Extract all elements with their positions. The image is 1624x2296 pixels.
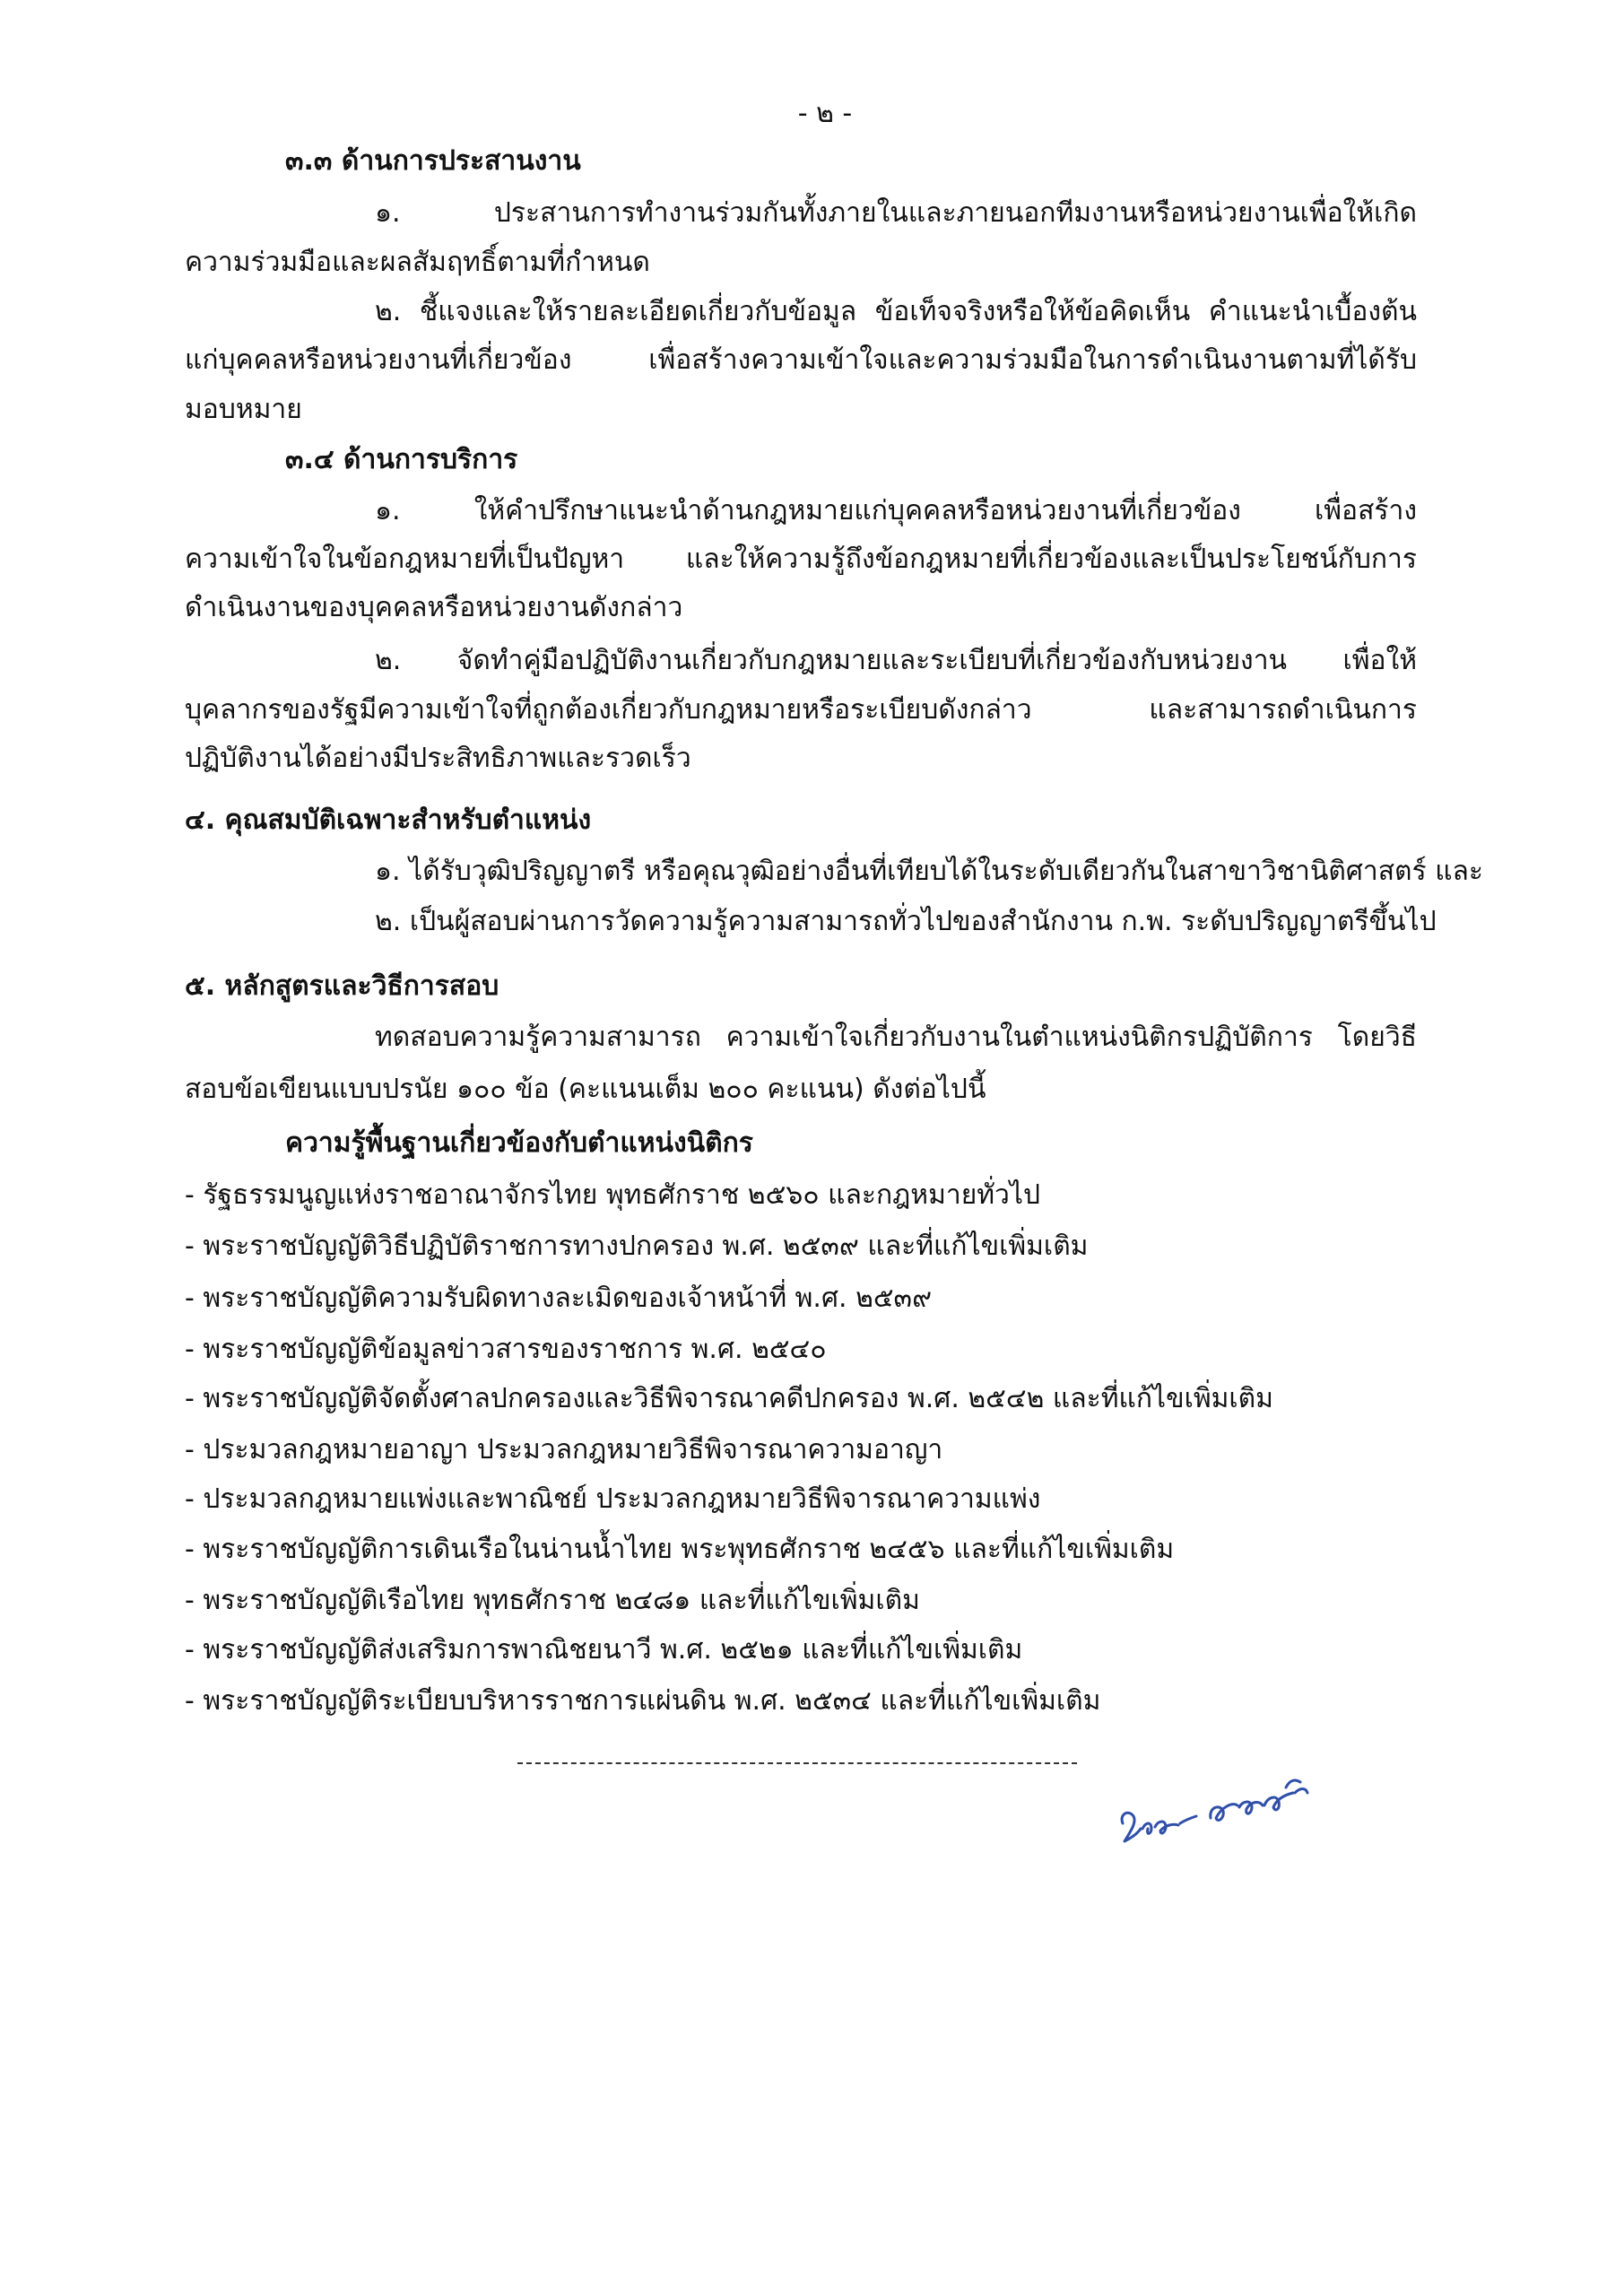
law-list-item: - พระราชบัญญัติระเบียบบริหารราชการแผ่นดิน พ.ศ. ๒๕๓๔ และที่แก้ไขเพิ่มเติม	[185, 1685, 1101, 1717]
section-4-item-2: ๒. เป็นผู้สอบผ่านการวัดความรู้ความสามารถทั่วไปของสำนักงาน ก.พ. ระดับปริญญาตรีขึ้นไป	[375, 906, 1437, 937]
law-list-item: - พระราชบัญญัติเรือไทย พุทธศักราช ๒๔๘๑ และที่แก้ไขเพิ่มเติม	[185, 1585, 920, 1616]
section-3-4-item-1-line-1: ๑. ให้คำปรึกษาแนะนำด้านกฎหมายแก่บุคคลหรือหน่วยงานที่เกี่ยวข้อง เพื่อสร้าง	[375, 495, 1417, 526]
signature	[1110, 1735, 1325, 1870]
law-list-item: - พระราชบัญญัติความรับผิดทางละเมิดของเจ้าหน้าที่ พ.ศ. ๒๕๓๙	[185, 1283, 933, 1314]
law-list-item: - รัฐธรรมนูญแห่งราชอาณาจักรไทย พุทธศักราช ๒๕๖๐ และกฎหมายทั่วไป	[185, 1179, 1041, 1211]
section-3-4-heading: ๓.๔ ด้านการบริการ	[285, 444, 518, 475]
section-5-intro-line-2: สอบข้อเขียนแบบปรนัย ๑๐๐ ข้อ (คะแนนเต็ม ๒๐๐ คะแนน) ดังต่อไปนี้	[185, 1074, 986, 1105]
section-4-item-1: ๑. ได้รับวุฒิปริญญาตรี หรือคุณวุฒิอย่างอื่นที่เทียบได้ในระดับเดียวกันในสาขาวิชานิติศาสตร์ และ	[375, 856, 1484, 887]
section-3-3-item-1-line-1: ๑. ประสานการทำงานร่วมกันทั้งภายในและภายนอกทีมงานหรือหน่วยงานเพื่อให้เกิด	[375, 197, 1417, 229]
section-4-heading: ๔. คุณสมบัติเฉพาะสำหรับตำแหน่ง	[185, 804, 592, 836]
law-list-item: - พระราชบัญญัติวิธีปฏิบัติราชการทางปกครอง พ.ศ. ๒๕๓๙ และที่แก้ไขเพิ่มเติม	[185, 1231, 1089, 1262]
section-3-3-item-1-line-2: ความร่วมมือและผลสัมฤทธิ์ตามที่กำหนด	[185, 247, 650, 278]
section-3-4-item-1-line-2: ความเข้าใจในข้อกฎหมายที่เป็นปัญหา และให้ความรู้ถึงข้อกฎหมายที่เกี่ยวข้องและเป็นประโยชน์กับการ	[185, 544, 1417, 575]
section-5-subheading: ความรู้พื้นฐานเกี่ยวข้องกับตำแหน่งนิติกร	[285, 1127, 753, 1159]
section-3-3-item-2-line-3: มอบหมาย	[185, 394, 302, 425]
end-divider	[517, 1762, 1077, 1764]
section-3-4-item-2-line-3: ปฏิบัติงานได้อย่างมีประสิทธิภาพและรวดเร็ว	[185, 743, 691, 774]
law-list-item: - ประมวลกฎหมายแพ่งและพาณิชย์ ประมวลกฎหมายวิธีพิจารณาความแพ่ง	[185, 1483, 1041, 1515]
page-number: - ๒ -	[797, 98, 853, 129]
section-3-3-heading: ๓.๓ ด้านการประสานงาน	[285, 145, 581, 177]
section-3-3-item-2-line-1: ๒. ชี้แจงและให้รายละเอียดเกี่ยวกับข้อมูล ข้อเท็จจริงหรือให้ข้อคิดเห็น คำแนะนำเบื้องต้น	[375, 296, 1417, 327]
law-list-item: - พระราชบัญญัติการเดินเรือในน่านน้ำไทย พระพุทธศักราช ๒๔๕๖ และที่แก้ไขเพิ่มเติม	[185, 1534, 1175, 1565]
law-list-item: - พระราชบัญญัติส่งเสริมการพาณิชยนาวี พ.ศ. ๒๕๒๑ และที่แก้ไขเพิ่มเติม	[185, 1634, 1023, 1665]
section-3-3-item-2-line-2: แก่บุคคลหรือหน่วยงานที่เกี่ยวข้อง เพื่อสร้างความเข้าใจและความร่วมมือในการดำเนินงานตามที่ได้รับ	[185, 344, 1417, 376]
section-3-4-item-1-line-3: ดำเนินงานของบุคคลหรือหน่วยงานดังกล่าว	[185, 592, 683, 623]
law-list-item: - พระราชบัญญัติจัดตั้งศาลปกครองและวิธีพิจารณาคดีปกครอง พ.ศ. ๒๕๔๒ และที่แก้ไขเพิ่มเติม	[185, 1383, 1273, 1414]
section-3-4-item-2-line-1: ๒. จัดทำคู่มือปฏิบัติงานเกี่ยวกับกฎหมายและระเบียบที่เกี่ยวข้องกับหน่วยงาน เพื่อให้	[375, 645, 1417, 676]
section-5-heading: ๕. หลักสูตรและวิธีการสอบ	[185, 970, 499, 1002]
section-3-4-item-2-line-2: บุคลากรของรัฐมีความเข้าใจที่ถูกต้องเกี่ยวกับกฎหมายหรือระเบียบดังกล่าว และสามารถดำเนินการ	[185, 694, 1417, 726]
law-list-item: - พระราชบัญญัติข้อมูลข่าวสารของราชการ พ.ศ. ๒๕๔๐	[185, 1334, 827, 1365]
section-5-intro-line-1: ทดสอบความรู้ความสามารถ ความเข้าใจเกี่ยวกับงานในตำแหน่งนิติกรปฏิบัติการ โดยวิธี	[375, 1022, 1417, 1053]
law-list-item: - ประมวลกฎหมายอาญา ประมวลกฎหมายวิธีพิจารณาความอาญา	[185, 1434, 943, 1465]
